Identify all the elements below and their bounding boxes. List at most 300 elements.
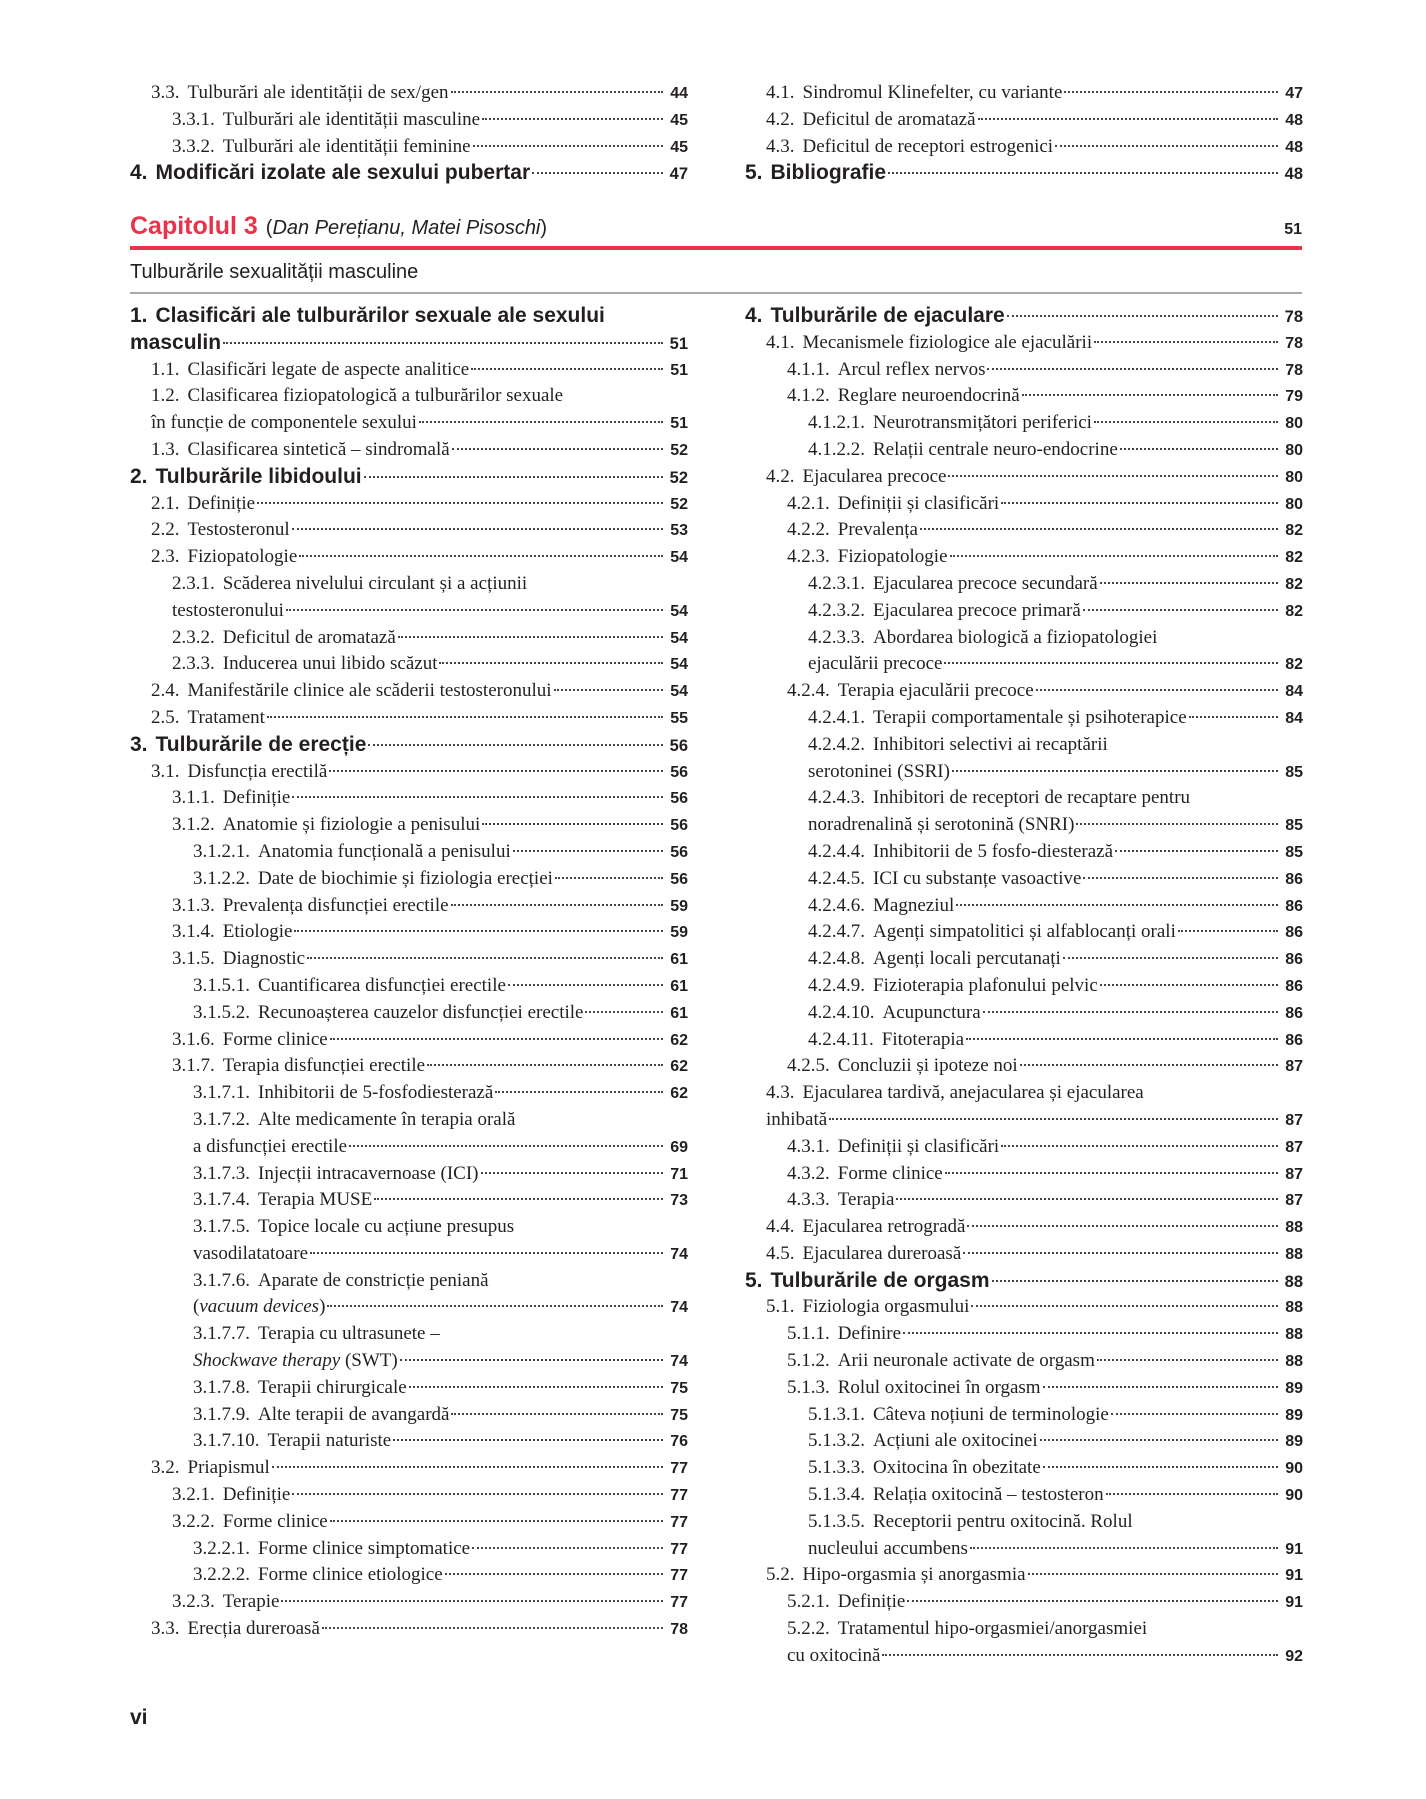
toc-entry[interactable] — [745, 946, 1303, 973]
entry-page-number: 56 — [670, 843, 688, 861]
toc-entry[interactable] — [745, 383, 1303, 410]
toc-entry[interactable] — [745, 1187, 1303, 1214]
toc-entry[interactable] — [745, 1402, 1303, 1429]
toc-entry[interactable] — [130, 625, 688, 652]
entry-number: 5.1.2. — [787, 1350, 830, 1372]
entry-title: Testosteronul — [187, 519, 290, 541]
entry-title: Relația oxitocină – testosteron — [873, 1484, 1104, 1506]
entry-title: Ejacularea retrogradă — [802, 1216, 966, 1238]
toc-entry[interactable] — [745, 1455, 1303, 1482]
toc-entry[interactable] — [745, 1643, 1303, 1670]
entry-number: 4.2.4.10. — [808, 1001, 875, 1023]
dot-leader — [882, 1654, 1278, 1656]
dot-leader — [330, 1520, 663, 1522]
toc-entry[interactable] — [745, 303, 1303, 330]
entry-page-number: 71 — [670, 1165, 688, 1183]
entry-page-number: 52 — [670, 495, 688, 513]
toc-entry[interactable] — [130, 759, 688, 786]
toc-entry[interactable] — [745, 1000, 1303, 1027]
dot-leader — [427, 1064, 663, 1066]
entry-number: 1.1. — [151, 358, 180, 380]
toc-entry[interactable] — [130, 1187, 688, 1214]
toc-entry[interactable] — [130, 107, 688, 134]
chapter-authors — [266, 217, 547, 240]
toc-entry[interactable] — [745, 866, 1303, 893]
dot-leader — [907, 1600, 1278, 1602]
entry-title: Clasificări ale tulburărilor sexuale ale sexului — [155, 304, 605, 327]
toc-entry[interactable] — [130, 544, 688, 571]
dot-leader — [368, 744, 663, 746]
entry-page-number: 86 — [1285, 924, 1303, 942]
entry-page-number: 89 — [1285, 1379, 1303, 1397]
entry-number: 3.3. — [151, 1618, 180, 1640]
toc-entry[interactable] — [745, 1482, 1303, 1509]
entry-title: Definiție — [222, 1484, 291, 1506]
toc-entry[interactable] — [130, 678, 688, 705]
toc-entry[interactable] — [130, 330, 688, 357]
dot-leader — [1120, 448, 1278, 450]
entry-title: Fizioterapia plafonului pelvic — [873, 974, 1098, 996]
entry-number: 4.3.2. — [787, 1162, 830, 1184]
toc-entry[interactable] — [745, 1107, 1303, 1134]
entry-title: Tulburările de ejaculare — [770, 304, 1005, 327]
entry-title: Terapia cu ultrasunete – — [258, 1323, 440, 1345]
entry-title: serotoninei (SSRI) — [808, 760, 950, 782]
dot-leader — [495, 1091, 663, 1093]
entry-title: (vacuum devices) — [193, 1296, 326, 1318]
entry-title: Cuantificarea disfuncției erectile — [258, 974, 506, 996]
entry-number: 5.1.3. — [787, 1376, 830, 1398]
dot-leader — [1028, 1573, 1278, 1575]
entry-title: Topice locale cu acțiune presupus — [258, 1216, 515, 1238]
dot-leader — [451, 91, 663, 93]
entry-page-number: 45 — [670, 111, 688, 129]
toc-entry[interactable] — [130, 1134, 688, 1161]
toc-entry[interactable] — [745, 437, 1303, 464]
toc-entry[interactable] — [745, 160, 1303, 187]
toc-entry[interactable] — [745, 1214, 1303, 1241]
entry-number: 4.1. — [766, 331, 795, 353]
entry-page-number: 85 — [1285, 817, 1303, 835]
toc-entry[interactable] — [130, 1562, 688, 1589]
entry-title: Sindromul Klinefelter, cu variante — [802, 82, 1063, 103]
dot-leader — [952, 770, 1278, 772]
chapter-subtitle: Tulburările sexualității masculine — [130, 261, 419, 283]
entry-number: 1.3. — [151, 438, 180, 460]
entry-number: 4.2.3. — [787, 546, 830, 568]
entry-page-number: 78 — [670, 1621, 688, 1639]
entry-number: 4.3.1. — [787, 1135, 830, 1157]
entry-title: Deficitul de aromatază — [222, 626, 396, 648]
entry-page-number: 61 — [670, 977, 688, 995]
dot-leader — [482, 823, 663, 825]
toc-entry[interactable] — [130, 80, 688, 107]
toc-entry[interactable] — [745, 464, 1303, 491]
entry-number: 2.4. — [151, 680, 180, 702]
entry-number: 3.3.1. — [172, 108, 215, 130]
entry-page-number: 77 — [670, 1460, 688, 1478]
toc-entry[interactable] — [130, 893, 688, 920]
toc-entry[interactable] — [130, 410, 688, 437]
entry-title: Tulburările de erecție — [155, 732, 367, 756]
entry-number: 5.1. — [766, 1296, 795, 1318]
toc-entry[interactable] — [130, 1268, 688, 1295]
dot-leader — [292, 796, 663, 798]
entry-page-number: 89 — [1285, 1406, 1303, 1424]
entry-number: 2.3.2. — [172, 626, 215, 648]
toc-entry[interactable] — [745, 330, 1303, 357]
dot-leader — [1111, 1413, 1278, 1415]
dot-leader — [956, 904, 1278, 906]
toc-entry[interactable] — [130, 919, 688, 946]
entry-title: Inhibitorii de 5-fosfodiesterază — [258, 1082, 494, 1104]
dot-leader — [1094, 421, 1278, 423]
entry-title: Bibliografie — [770, 161, 887, 185]
entry-title: Definiție — [187, 492, 256, 514]
toc-entry[interactable] — [745, 785, 1303, 812]
dot-leader — [481, 1172, 664, 1174]
toc-entry[interactable] — [130, 357, 688, 384]
entry-number: 4.2.3.3. — [808, 626, 865, 648]
toc-entry[interactable] — [130, 732, 688, 759]
toc-entry[interactable] — [130, 812, 688, 839]
dot-leader — [1076, 823, 1278, 825]
dot-leader — [281, 1600, 663, 1602]
entry-number: 4.2. — [766, 108, 795, 130]
entry-title: Ejacularea dureroasă — [802, 1242, 962, 1264]
entry-number: 3.1.7.4. — [193, 1189, 250, 1211]
chapter-header — [130, 212, 1302, 244]
entry-title: Date de biochimie și fiziologia erecției — [258, 867, 553, 889]
toc-entry[interactable] — [130, 1241, 688, 1268]
toc-entry[interactable] — [745, 1134, 1303, 1161]
dot-leader — [349, 1145, 663, 1147]
entry-number: 2.2. — [151, 519, 180, 541]
entry-title: Aparate de constricție peniană — [258, 1269, 489, 1291]
toc-entry[interactable] — [745, 732, 1303, 759]
entry-number: 3. — [130, 732, 148, 756]
entry-number: 5.1.1. — [787, 1323, 830, 1345]
toc-entry[interactable] — [130, 160, 688, 187]
dot-leader — [950, 555, 1278, 557]
toc-entry[interactable] — [130, 1107, 688, 1134]
entry-number: 4.2.4.9. — [808, 974, 865, 996]
entry-page-number: 78 — [1284, 308, 1303, 326]
chapter-rule — [130, 246, 1302, 250]
chapter-page[interactable]: 51 — [1284, 221, 1302, 238]
toc-entry[interactable] — [130, 1536, 688, 1563]
entry-number: 3.1.5. — [172, 948, 215, 970]
toc-entry[interactable] — [130, 973, 688, 1000]
entry-page-number: 52 — [670, 441, 688, 459]
toc-entry[interactable] — [130, 437, 688, 464]
entry-page-number: 77 — [670, 1487, 688, 1505]
toc-entry[interactable] — [745, 625, 1303, 652]
entry-number: 5.1.3.2. — [808, 1430, 865, 1452]
dot-leader — [439, 662, 663, 664]
toc-entry[interactable] — [130, 705, 688, 732]
toc-entry[interactable] — [745, 1321, 1303, 1348]
toc-entry[interactable] — [745, 410, 1303, 437]
entry-title: testosteronului — [172, 599, 284, 621]
entry-number: 3.1.3. — [172, 894, 215, 916]
toc-entry[interactable] — [130, 491, 688, 518]
toc-entry[interactable] — [745, 1348, 1303, 1375]
toc-entry[interactable] — [130, 866, 688, 893]
toc-entry[interactable] — [130, 1000, 688, 1027]
toc-entry[interactable] — [130, 1053, 688, 1080]
entry-number: 1.2. — [151, 385, 180, 407]
toc-entry[interactable] — [745, 80, 1303, 107]
entry-page-number: 78 — [1285, 361, 1303, 379]
toc-entry[interactable] — [130, 651, 688, 678]
toc-entry[interactable] — [745, 134, 1303, 161]
entry-title: Fiziopatologie — [837, 546, 948, 568]
entry-title: Agenți simpatolitici și alfablocanți orali — [873, 921, 1176, 943]
entry-page-number: 78 — [1285, 334, 1303, 352]
dot-leader — [329, 770, 663, 772]
toc-entry[interactable] — [745, 1241, 1303, 1268]
entry-title: Reglare neuroendocrină — [837, 385, 1020, 407]
entry-number: 4.2.4.11. — [808, 1028, 874, 1050]
entry-number: 4.2.5. — [787, 1055, 830, 1077]
toc-entry[interactable] — [745, 919, 1303, 946]
entry-title: ICI cu substanțe vasoactive — [873, 867, 1082, 889]
toc-entry[interactable] — [130, 946, 688, 973]
toc-entry[interactable] — [130, 1616, 688, 1643]
toc-entry[interactable] — [130, 1482, 688, 1509]
toc-entry[interactable] — [745, 571, 1303, 598]
entry-page-number: 88 — [1285, 1219, 1303, 1237]
toc-entry[interactable] — [745, 1027, 1303, 1054]
toc-entry[interactable] — [130, 1428, 688, 1455]
toc-entry[interactable] — [130, 1402, 688, 1429]
entry-number: 3.1.7. — [172, 1055, 215, 1077]
entry-title: Terapii chirurgicale — [258, 1376, 407, 1398]
toc-entry[interactable] — [745, 357, 1303, 384]
entry-title: Fitoterapia — [881, 1028, 965, 1050]
toc-entry[interactable] — [745, 973, 1303, 1000]
toc-entry[interactable] — [130, 1509, 688, 1536]
entry-page-number: 51 — [670, 415, 688, 433]
dot-leader — [1106, 1493, 1278, 1495]
entry-page-number: 62 — [670, 1058, 688, 1076]
toc-entry[interactable] — [745, 107, 1303, 134]
entry-title: Definiții și clasificări — [837, 492, 1000, 514]
entry-title: Câteva noțiuni de terminologie — [873, 1403, 1109, 1425]
entry-title: Forme clinice etiologice — [258, 1564, 443, 1586]
entry-number: 4.2.2. — [787, 519, 830, 541]
dot-leader — [292, 1493, 663, 1495]
dot-leader — [1036, 689, 1278, 691]
toc-entry[interactable] — [745, 1080, 1303, 1107]
entry-number: 2.3.1. — [172, 572, 215, 594]
dot-leader — [294, 930, 663, 932]
toc-right-column — [745, 303, 1303, 1670]
entry-number: 5.1.3.4. — [808, 1484, 865, 1506]
dot-leader — [513, 850, 663, 852]
dot-leader — [1001, 502, 1278, 504]
toc-entry[interactable] — [745, 1428, 1303, 1455]
toc-entry[interactable] — [745, 1562, 1303, 1589]
dot-leader — [920, 528, 1278, 530]
entry-title: noradrenalină și serotonină (SNRI) — [808, 814, 1075, 836]
entry-page-number: 56 — [670, 817, 688, 835]
entry-number: 4.2.3.2. — [808, 599, 865, 621]
entry-page-number: 44 — [670, 85, 688, 102]
toc-entry[interactable] — [130, 1589, 688, 1616]
dot-leader — [1083, 877, 1278, 879]
toc-entry[interactable] — [745, 1536, 1303, 1563]
entry-page-number: 62 — [670, 1085, 688, 1103]
entry-title: Arcul reflex nervos — [837, 358, 986, 380]
dot-leader — [471, 368, 663, 370]
entry-page-number: 54 — [670, 602, 688, 620]
toc-entry[interactable] — [130, 464, 688, 491]
entry-page-number: 82 — [1285, 656, 1303, 674]
toc-entry[interactable] — [745, 491, 1303, 518]
toc-entry[interactable] — [745, 651, 1303, 678]
entry-page-number: 76 — [670, 1433, 688, 1451]
toc-entry[interactable] — [745, 1375, 1303, 1402]
entry-number: 3.1.1. — [172, 787, 215, 809]
toc-entry[interactable] — [130, 517, 688, 544]
entry-page-number: 86 — [1285, 977, 1303, 995]
toc-entry[interactable] — [745, 812, 1303, 839]
toc-entry[interactable] — [745, 839, 1303, 866]
toc-entry[interactable] — [130, 1375, 688, 1402]
toc-entry[interactable] — [745, 1268, 1303, 1295]
entry-title: Acupunctura — [882, 1001, 981, 1023]
entry-number: 2.3. — [151, 546, 180, 568]
toc-entry[interactable] — [745, 678, 1303, 705]
entry-title: Shockwave therapy (SWT) — [193, 1350, 398, 1372]
dot-leader — [983, 1011, 1278, 1013]
entry-number: 3.1.7.6. — [193, 1269, 250, 1291]
entry-page-number: 84 — [1285, 709, 1303, 727]
toc-entry[interactable] — [130, 1161, 688, 1188]
toc-entry[interactable] — [130, 1348, 688, 1375]
entry-title: Rolul oxitocinei în orgasm — [837, 1376, 1041, 1398]
entry-page-number: 82 — [1285, 575, 1303, 593]
entry-title: Anatomie și fiziologie a penisului — [222, 814, 481, 836]
toc-entry[interactable] — [745, 893, 1303, 920]
entry-page-number: 82 — [1285, 549, 1303, 567]
toc-entry[interactable] — [745, 705, 1303, 732]
entry-title: Terapie — [222, 1591, 280, 1613]
entry-number: 3.1.7.7. — [193, 1323, 250, 1345]
entry-number: 2.3.3. — [172, 653, 215, 675]
dot-leader — [1043, 1386, 1278, 1388]
dot-leader — [393, 1439, 663, 1441]
toc-entry[interactable] — [745, 1161, 1303, 1188]
entry-number: 3.1.7.1. — [193, 1082, 250, 1104]
entry-title: Disfuncția erectilă — [187, 760, 328, 782]
toc-entry[interactable] — [130, 303, 688, 330]
toc-entry[interactable] — [745, 1509, 1303, 1536]
entry-number: 4.2.4.3. — [808, 787, 865, 809]
entry-page-number: 87 — [1285, 1165, 1303, 1183]
toc-entry[interactable] — [745, 1616, 1303, 1643]
entry-page-number: 80 — [1285, 441, 1303, 459]
entry-title: Definiție — [222, 787, 291, 809]
toc-entry[interactable] — [130, 1080, 688, 1107]
toc-entry[interactable] — [130, 1321, 688, 1348]
entry-page-number: 86 — [1285, 951, 1303, 969]
entry-page-number: 74 — [670, 1299, 688, 1317]
entry-title: Terapia disfuncției erectile — [222, 1055, 426, 1077]
dot-leader — [1040, 1439, 1278, 1441]
toc-entry[interactable] — [130, 1027, 688, 1054]
toc-entry[interactable] — [130, 1455, 688, 1482]
entry-title: Fiziopatologie — [187, 546, 298, 568]
entry-title: Hipo-orgasmia și anorgasmia — [802, 1564, 1026, 1586]
dot-leader — [1007, 315, 1278, 317]
toc-entry[interactable] — [130, 571, 688, 598]
toc-entry[interactable] — [745, 759, 1303, 786]
entry-page-number: 87 — [1285, 1138, 1303, 1156]
dot-leader — [1064, 91, 1278, 93]
dot-leader — [554, 689, 663, 691]
dot-leader — [978, 118, 1278, 120]
entry-page-number: 80 — [1285, 495, 1303, 513]
entry-title: Clasificări legate de aspecte analitice — [187, 358, 470, 380]
entry-title: Neurotransmițători periferici — [873, 412, 1092, 434]
entry-page-number: 86 — [1285, 870, 1303, 888]
dot-leader — [330, 1038, 663, 1040]
entry-title: Scăderea nivelului circulant și a acțiunii — [222, 572, 528, 594]
toc-entry[interactable] — [130, 1294, 688, 1321]
dot-leader — [966, 1038, 1278, 1040]
dot-leader — [1001, 1145, 1278, 1147]
toc-entry[interactable] — [745, 1053, 1303, 1080]
paren-close: ) — [540, 217, 548, 239]
toc-entry[interactable] — [130, 785, 688, 812]
toc-entry[interactable] — [745, 544, 1303, 571]
entry-number: 3.2.2.1. — [193, 1537, 250, 1559]
dot-leader — [992, 1280, 1278, 1282]
toc-entry[interactable] — [130, 134, 688, 161]
toc-entry[interactable] — [130, 598, 688, 625]
toc-entry[interactable] — [745, 1294, 1303, 1321]
entry-page-number: 77 — [670, 1567, 688, 1585]
toc-entry[interactable] — [745, 517, 1303, 544]
dot-leader — [1100, 984, 1278, 986]
entry-number: 3.1.4. — [172, 921, 215, 943]
entry-number: 4.2.4.8. — [808, 948, 865, 970]
toc-entry[interactable] — [745, 1589, 1303, 1616]
entry-number: 4.2.1. — [787, 492, 830, 514]
entry-page-number: 82 — [1285, 522, 1303, 540]
dot-leader — [508, 984, 663, 986]
entry-page-number: 56 — [670, 790, 688, 808]
entry-page-number: 89 — [1285, 1433, 1303, 1451]
entry-title: Prevalența disfuncției erectile — [222, 894, 449, 916]
toc-entry[interactable] — [745, 598, 1303, 625]
entry-number: 5.2. — [766, 1564, 795, 1586]
toc-entry[interactable] — [130, 383, 688, 410]
dot-leader — [1100, 582, 1278, 584]
toc-top-left-column — [130, 80, 688, 187]
toc-entry[interactable] — [130, 839, 688, 866]
dot-leader — [472, 1547, 663, 1549]
dot-leader — [327, 1305, 663, 1307]
entry-title: Mecanismele fiziologice ale ejaculării — [802, 331, 1093, 353]
toc-entry[interactable] — [130, 1214, 688, 1241]
dot-leader — [1189, 716, 1278, 718]
entry-title: Arii neuronale activate de orgasm — [837, 1350, 1095, 1372]
dot-leader — [257, 502, 663, 504]
